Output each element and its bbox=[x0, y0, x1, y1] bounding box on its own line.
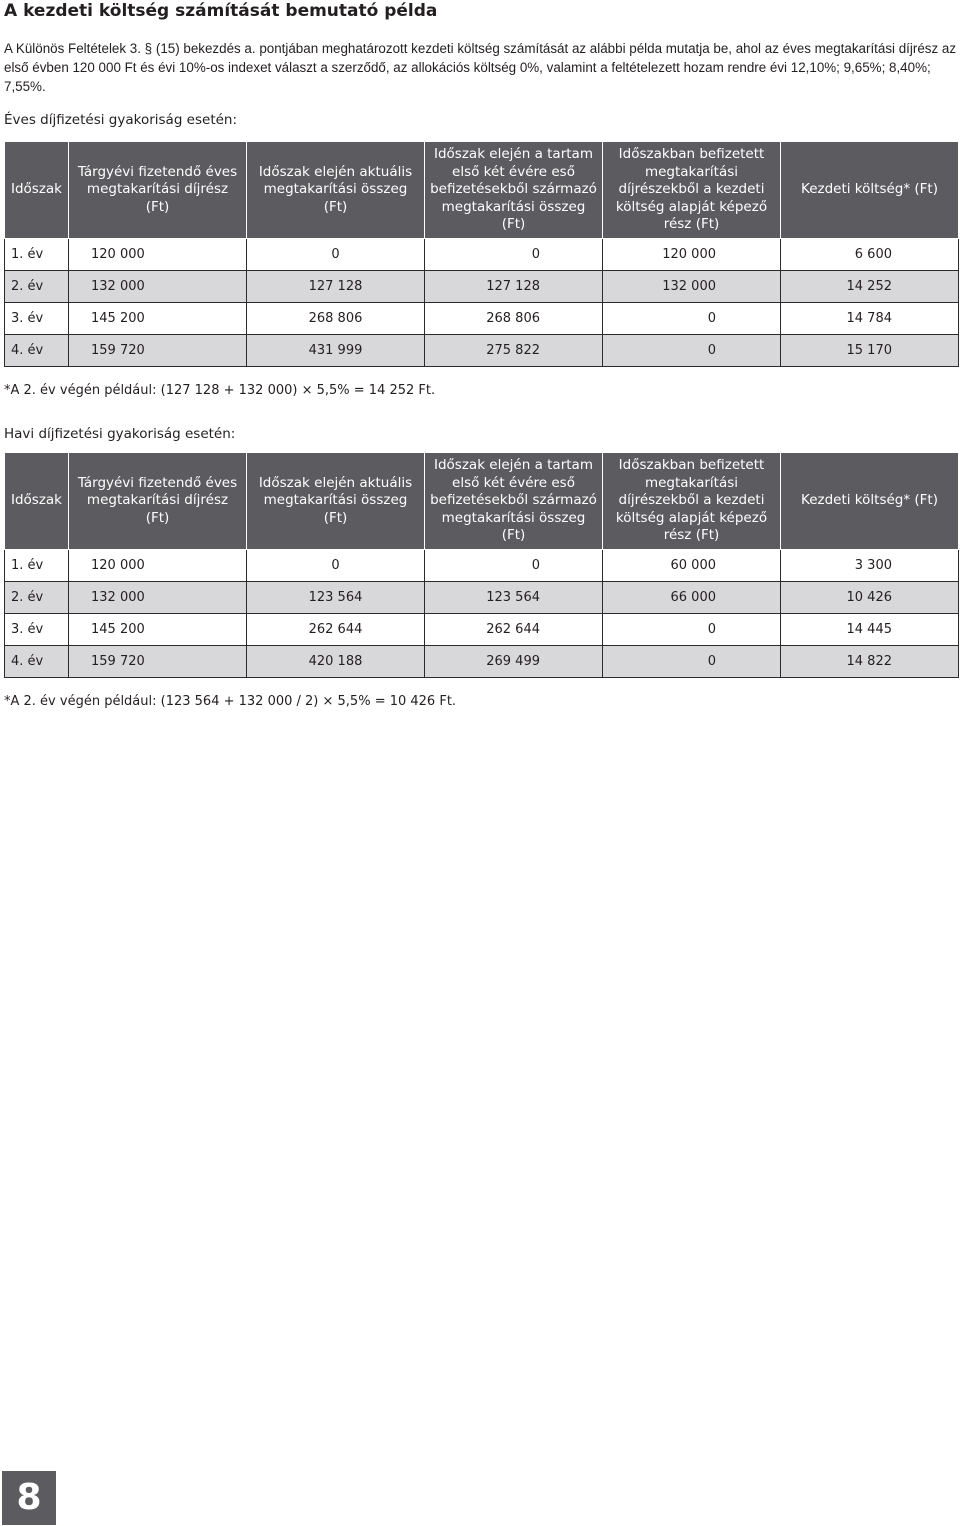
initial-cost-cell: 14 822 bbox=[781, 646, 959, 678]
page-number: 8 bbox=[2, 1471, 56, 1525]
first-two-years-savings-cell: 275 822 bbox=[425, 335, 603, 367]
header-cost-base: Időszakban befizetett megtakarítási díjrészekből a kezdeti költség alapját képező rész (Ft) bbox=[603, 142, 781, 239]
first-two-years-savings-cell: 268 806 bbox=[425, 303, 603, 335]
annual-header-row bbox=[5, 142, 959, 239]
table-row bbox=[5, 239, 959, 271]
cost-base-cell: 0 bbox=[603, 303, 781, 335]
cost-base-cell: 132 000 bbox=[603, 271, 781, 303]
current-savings-cell: 127 128 bbox=[247, 271, 425, 303]
header-initial-cost: Kezdeti költség* (Ft) bbox=[781, 453, 959, 550]
initial-cost-cell: 14 252 bbox=[781, 271, 959, 303]
current-savings-cell: 0 bbox=[247, 239, 425, 271]
initial-cost-cell: 14 784 bbox=[781, 303, 959, 335]
annual-fee-cell: 132 000 bbox=[69, 582, 247, 614]
table-row bbox=[5, 550, 959, 582]
first-two-years-savings-cell: 0 bbox=[425, 550, 603, 582]
table-row bbox=[5, 335, 959, 367]
period-cell: 4. év bbox=[5, 646, 69, 678]
annual-table bbox=[4, 141, 959, 367]
initial-cost-cell: 10 426 bbox=[781, 582, 959, 614]
first-two-years-savings-cell: 127 128 bbox=[425, 271, 603, 303]
header-first-two-years-savings: Időszak elején a tartam első két évére eső befizetésekből származó megtakarítási összeg (Ft) bbox=[425, 142, 603, 239]
annual-fee-cell: 159 720 bbox=[69, 335, 247, 367]
period-cell: 3. év bbox=[5, 303, 69, 335]
table-row bbox=[5, 614, 959, 646]
table-row bbox=[5, 646, 959, 678]
monthly-table bbox=[4, 452, 959, 678]
period-cell: 1. év bbox=[5, 239, 69, 271]
header-period: Időszak bbox=[5, 142, 69, 239]
initial-cost-cell: 3 300 bbox=[781, 550, 959, 582]
intro-paragraph: A Különös Feltételek 3. § (15) bekezdés a. pontjában meghatározott kezdeti költség számítását az alábbi példa mutatja be, ahol az éves megtakarítási díjrész az első évben 120 000 Ft és évi 10%-os indexet választ a szerződő, az allokációs költség 0%, valamint a feltételezett hozam rendre évi 12,10%; 9,65%; 8,40%; 7,55%. bbox=[4, 41, 957, 94]
header-first-two-years-savings: Időszak elején a tartam első két évére eső befizetésekből származó megtakarítási összeg (Ft) bbox=[425, 453, 603, 550]
current-savings-cell: 262 644 bbox=[247, 614, 425, 646]
header-current-savings: Időszak elején aktuális megtakarítási összeg (Ft) bbox=[247, 453, 425, 550]
period-cell: 1. év bbox=[5, 550, 69, 582]
cost-base-cell: 60 000 bbox=[603, 550, 781, 582]
header-annual-fee: Tárgyévi fizetendő éves megtakarítási díjrész (Ft) bbox=[69, 142, 247, 239]
table-row bbox=[5, 303, 959, 335]
cost-base-cell: 0 bbox=[603, 335, 781, 367]
cost-base-cell: 120 000 bbox=[603, 239, 781, 271]
table-row bbox=[5, 271, 959, 303]
first-two-years-savings-cell: 0 bbox=[425, 239, 603, 271]
current-savings-cell: 123 564 bbox=[247, 582, 425, 614]
header-cost-base: Időszakban befizetett megtakarítási díjrészekből a kezdeti költség alapját képező rész (Ft) bbox=[603, 453, 781, 550]
period-cell: 4. év bbox=[5, 335, 69, 367]
period-cell: 2. év bbox=[5, 582, 69, 614]
annual-fee-cell: 132 000 bbox=[69, 271, 247, 303]
annual-footnote: *A 2. év végén például: (127 128 + 132 000) × 5,5% = 14 252 Ft. bbox=[4, 383, 436, 398]
monthly-footnote: *A 2. év végén például: (123 564 + 132 000 / 2) × 5,5% = 10 426 Ft. bbox=[4, 694, 457, 709]
cost-base-cell: 0 bbox=[603, 614, 781, 646]
cost-base-cell: 0 bbox=[603, 646, 781, 678]
current-savings-cell: 420 188 bbox=[247, 646, 425, 678]
table-row bbox=[5, 582, 959, 614]
header-current-savings: Időszak elején aktuális megtakarítási összeg (Ft) bbox=[247, 142, 425, 239]
first-two-years-savings-cell: 269 499 bbox=[425, 646, 603, 678]
annual-fee-cell: 159 720 bbox=[69, 646, 247, 678]
annual-fee-cell: 120 000 bbox=[69, 239, 247, 271]
annual-fee-cell: 120 000 bbox=[69, 550, 247, 582]
first-two-years-savings-cell: 123 564 bbox=[425, 582, 603, 614]
initial-cost-cell: 14 445 bbox=[781, 614, 959, 646]
page-title: A kezdeti költség számítását bemutató példa bbox=[4, 1, 438, 21]
current-savings-cell: 0 bbox=[247, 550, 425, 582]
initial-cost-cell: 6 600 bbox=[781, 239, 959, 271]
period-cell: 3. év bbox=[5, 614, 69, 646]
header-annual-fee: Tárgyévi fizetendő éves megtakarítási díjrész (Ft) bbox=[69, 453, 247, 550]
annual-fee-cell: 145 200 bbox=[69, 614, 247, 646]
period-cell: 2. év bbox=[5, 271, 69, 303]
header-period: Időszak bbox=[5, 453, 69, 550]
cost-base-cell: 66 000 bbox=[603, 582, 781, 614]
monthly-section-label: Havi díjfizetési gyakoriság esetén: bbox=[4, 426, 236, 442]
initial-cost-cell: 15 170 bbox=[781, 335, 959, 367]
current-savings-cell: 268 806 bbox=[247, 303, 425, 335]
annual-section-label: Éves díjfizetési gyakoriság esetén: bbox=[4, 112, 238, 128]
header-initial-cost: Kezdeti költség* (Ft) bbox=[781, 142, 959, 239]
current-savings-cell: 431 999 bbox=[247, 335, 425, 367]
monthly-header-row bbox=[5, 453, 959, 550]
annual-fee-cell: 145 200 bbox=[69, 303, 247, 335]
first-two-years-savings-cell: 262 644 bbox=[425, 614, 603, 646]
